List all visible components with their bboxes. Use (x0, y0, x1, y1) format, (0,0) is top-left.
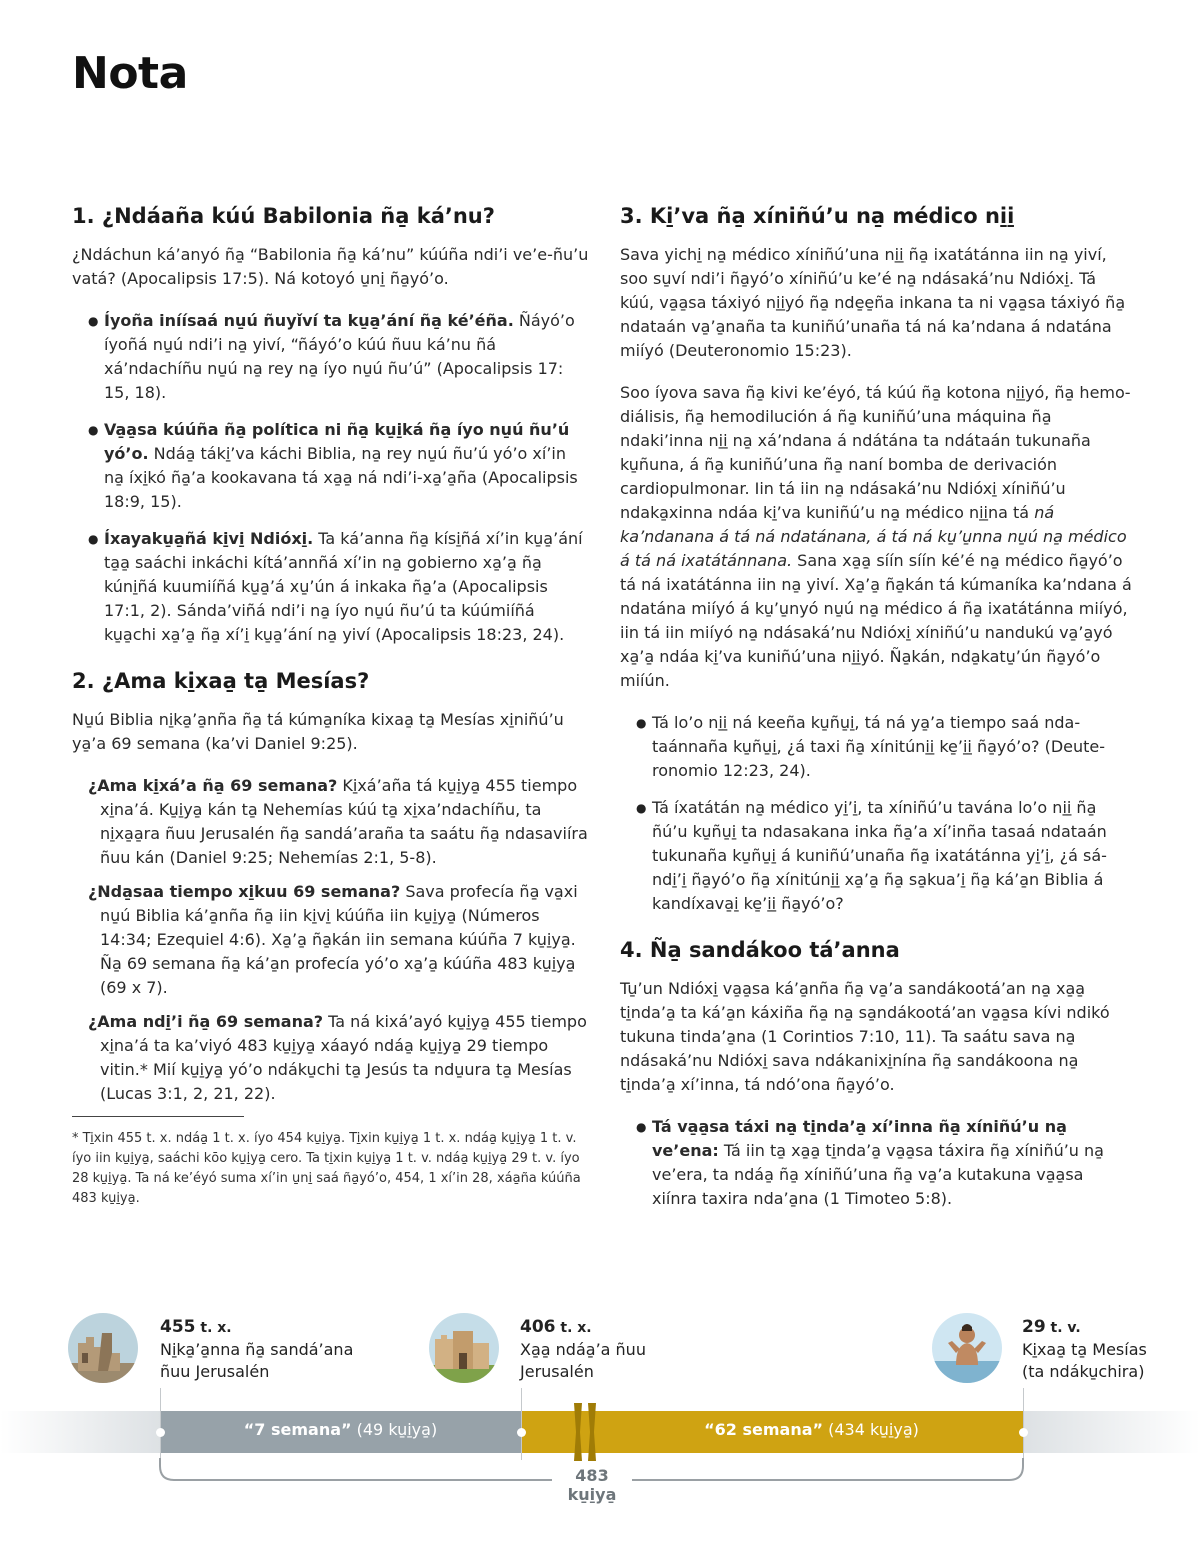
bullet-text: Ndáa̱ táki̱’va káchi Biblia, na̱ rey nu̱ú ñu’ú yó’o xí’in na̱ íxi̱kó ña̱’a kookavana tá xa̱a̱ ná ndi’i-xa̱’a̱ña (Apocalipsis 18:9, 15). (104, 444, 578, 512)
event-year: 29 (1022, 1317, 1046, 1337)
segment-label-rest: (434 ku̱i̱ya̱) (823, 1420, 919, 1439)
bullet-bold: Tá va̱a̱sa táxi na̱ ti̱nda’a̱ xí’inna ña̱ xíniñú’u na̱ ve’ena: (652, 1117, 1067, 1161)
paragraph-text: Sana xa̱a̱ síín síín ké’é na̱ médico ña̱yó’o tá ná ixatátánna iin na̱ yiví. Xa̱’a̱ ña̱kán tá kúmaníka ka’ndana á ndatána miíyó á ku̱’u̱nyó nu̱ú na̱ médico á ña̱ ixatátánna miíyó, iin tá iin miíyó na̱ ndásaká’nu Ndióxi̱ xíniñú’u nandukú va̱’a̱yó xa̱’a̱ ndáa ki̱’va kuniñú’una ni̱i̱yó. Ña̱kán, nda̱katu̱’ún ña̱yó’o miíún. (620, 551, 1132, 691)
list-item (88, 309, 589, 405)
question-block (72, 880, 589, 1000)
event-era: t. x. (555, 1320, 592, 1336)
event-label (1022, 1316, 1147, 1383)
tick-line (1023, 1388, 1024, 1460)
event-text: Jerusalén (520, 1362, 594, 1381)
event-era: t. v. (1045, 1320, 1081, 1336)
event-text: Xa̱a̱ ndáa̱’a ñuu (520, 1340, 646, 1359)
segment-label-bold: “62 semana” (704, 1420, 824, 1439)
paragraph: Sava yichi̱ na̱ médico xíniñú’una ni̱i̱ ña̱ ixatátánna iin na̱ yiví, soo su̱ví ndi’i ña̱yó’o xíniñú’u ke’é na̱ ndásaká’nu Ndióxi̱. Tá kúú, va̱a̱sa táxiyó ni̱i̱yó ña̱ nde̱e̱ña inkana ta ni va̱a̱sa táxiyó ña̱ ndataán va̱’a̱naña ta kuniñú’unaña tá ná ka’ndana á ndatána miíyó (Deuteronomio 15:23). (620, 245, 1126, 361)
paragraph: Tu̱’un Ndióxi̱ va̱a̱sa ká’a̱nña ña̱ va̱’a sandákootá’an na̱ xa̱a̱ ti̱nda’a̱ ta ká’a̱n káxiña ña̱ na̱ sa̱ndákootá’an va̱a̱sa kívi ndikó tukuna tinda’a̱na (1 Corintios 7:10, 11). Ta saátu sava na̱ ndásaká’nu Ndióxi̱ sava ndákanixi̱nína ña̱ sandákoona na̱ ti̱nda’a̱ xí’inna, tá ndó’ona ña̱yó’o. (620, 979, 1110, 1095)
event-text: Ki̱xaa̱ ta̱ Mesías (1022, 1340, 1147, 1359)
bullet-list (620, 711, 1132, 916)
question: ¿Ama ndi̱’i ña̱ 69 semana? (88, 1012, 324, 1032)
section-medico (620, 204, 1132, 916)
bullet-text: Ta ká’anna ña̱ kísi̱ñá xí’in ku̱a̱’ání ta̱a̱ saáchi inkáchi kítá’annñá xí’in na̱ gobierno xa̱’a̱ ña̱ kúni̱ñá kuumiíñá ku̱a̱’á xu̱’ún á inkaka ña̱’a (Apocalipsis 17:1, 2). Sánda’viñá ndi’i na̱ íyo nu̱ú ñu’ú ta kúúmiíñá ku̱a̱chi xa̱’a̱ ña̱ xí’i̱ ku̱a̱’ání na̱ yiví (Apocalipsis 18:23, 24). (104, 529, 583, 645)
emphasis-text: ná ka’ndanana á tá ná ndatánana, á tá ná ku̱’u̱nna nu̱ú na̱ médico á tá ná ixatátánnana. (620, 503, 1127, 571)
segment-label (600, 1420, 1023, 1439)
question: ¿Nda̱saa tiempo xi̱kuu 69 semana? (88, 882, 401, 902)
event-label (160, 1316, 353, 1383)
section-babilonia (72, 204, 589, 647)
left-column (72, 204, 589, 1231)
section-heading: 2. ¿Ama ki̱xaa̱ ta̱ Mesías? (72, 669, 370, 694)
event-year: 406 (520, 1317, 556, 1337)
segment-label (160, 1420, 521, 1439)
list-item: ● Tá lo’o ni̱i̱ ná keeña ku̱ñu̱i̱, tá ná ya̱’a tiempo saá ndataánnaña ku̱ñu̱i̱, ¿á taxi ña̱ xínitúni̱i̱ ke̱’i̱i̱ ña̱yó’o? (Deuteronomio 12:23, 24). (636, 711, 1132, 783)
answer: Sava profecía ña̱ va̱xi nu̱ú Biblia ká’a̱nña ña̱ iin ki̱vi̱ kúúña iin ku̱i̱ya̱ (Números 14:34; Ezequiel 4:6). Xa̱’a̱ ña̱kán iin semana kúúña 7 ku̱i̱ya̱. Ña̱ 69 semana ña̱ ká’a̱n profecía yó’o xa̱’a̱ kúúña 483 ku̱i̱ya̱ (69 x 7). (100, 882, 578, 998)
footnote-divider (72, 1116, 244, 1117)
question: ¿Ama ki̱xá’a ña̱ 69 semana? (88, 776, 338, 796)
time-gap-marker (568, 1403, 602, 1461)
page-title: Nota (72, 48, 188, 99)
bullet-text: Ñáyó’o íyoñá nu̱ú ndi’i na̱ yiví, “ñáyó’o kúú ñuu ká’nu ñá xá’ndachíñu nu̱ú na̱ rey na̱ íyo nu̱ú ñu’ú” (Apocalipsis 17: 15, 18). (104, 311, 575, 403)
list-item: ● Tá íxatátán na̱ médico yi̱’i̱, ta xíniñú’u tavána lo’o ni̱i̱ ña̱ ñú’u ku̱ñu̱i̱ ta ndasakana inka ña̱’a xí’inña tasaá ndataán tukunaña ku̱ñu̱i̱ á kuniñú’unaña ña̱ ixatátánna yi̱’i̱, ¿á sándi̱’i̱ ña̱yó’o ña̱ xínitúni̱i̱ xa̱’a̱ ña̱ sa̱kua’i̱ ña̱ ká’a̱n Biblia á kandíxava̱i̱ ke̱’i̱i̱ ña̱yó’o? (636, 796, 1132, 916)
section-sandakoo (620, 938, 1132, 1211)
tick-line (521, 1388, 522, 1460)
list-item (88, 527, 589, 647)
event-text: (ta ndáku̱chira) (1022, 1362, 1145, 1381)
ruins-image (68, 1313, 138, 1383)
timeline-fade-right (1023, 1411, 1200, 1453)
bullet-list (620, 1115, 1132, 1211)
section-heading: 1. ¿Ndáaña kúú Babilonia ña̱ ká’nu? (72, 204, 495, 228)
bullet-bold: Íyoña iníísaá nu̱ú ñuyǐví ta ku̱a̱’ání ña̱ ké’éña. (104, 311, 514, 331)
event-text: Ni̱ka̱’a̱nna ña̱ sandá’ana (160, 1340, 354, 1359)
footnote: * Ti̱xin 455 t. x. ndáa̱ 1 t. x. íyo 454 ku̱i̱ya̱. Ti̱xin ku̱i̱ya̱ 1 t. x. ndáa̱ ku̱i̱ya̱ 1 t. v. íyo iin ku̱i̱ya̱, saáchi kōo ku̱i̱ya̱ cero. Ta ti̱xin ku̱i̱ya̱ 1 t. v. ndáa̱ ku̱i̱ya̱ 29 t. v. íyo 28 ku̱i̱ya̱. Ta ná ke’éyó suma xí’in u̱ni̱ saá ña̱yó’o, 454, 1 xí’in 28, xáa̱ña kúúña 483 ku̱i̱ya̱. (72, 1131, 581, 1207)
event-text: ñuu Jerusalén (160, 1362, 270, 1381)
event-year: 455 (160, 1317, 196, 1337)
list-item (636, 1115, 1132, 1211)
question-block (72, 1010, 589, 1106)
timeline-fade-left (0, 1411, 160, 1453)
bullet-text: Tá iin ta̱ xa̱a̱ ti̱nda’a̱ va̱a̱sa táxira ña̱ xíniñú’u na̱ ve’era, ta ndáa̱ ña̱ xíniñú’una ña̱ va̱’a kutakuna va̱a̱sa xiínra taxira nda’a̱na (1 Timoteo 5:8). (652, 1141, 1104, 1209)
walls-image (429, 1313, 499, 1383)
right-column (620, 204, 1132, 1233)
paragraph (620, 381, 1132, 693)
answer: Ta ná kixá’ayó ku̱i̱ya̱ 455 tiempo xi̱na’á ta ka’viyó 483 ku̱i̱ya̱ xáayó ndáa̱ ku̱i̱ya̱ 29 tiempo vitin.* Mií ku̱i̱ya̱ yó’o ndáku̱chi ta̱ Jesús ta ndu̱ura ta̱ Mesías (Lucas 3:1, 2, 21, 22). (100, 1012, 587, 1104)
segment-label-bold: “7 semana” (243, 1420, 352, 1439)
section-heading: 4. Ña̱ sandákoo tá’anna (620, 938, 900, 963)
section-intro: ¿Ndáchun ká’anyó ña̱ “Babilonia ña̱ ká’nu” kúúña ndi’i ve’e-ñu’u vatá? (Apocalipsis 17:5). Ná kotoyó u̱ni̱ ña̱yó’o. (72, 245, 589, 289)
bullet-bold: Íxayaku̱a̱ñá ki̱vi̱ Ndióxi̱. (104, 529, 314, 549)
event-era: t. x. (195, 1320, 232, 1336)
section-mesias (72, 669, 589, 1209)
answer: Ki̱xá’aña tá ku̱i̱ya̱ 455 tiempo xi̱na’á. Ku̱i̱ya̱ kán ta̱ Nehemías kúú ta̱ xi̱xa’ndachíñu, ta ni̱xa̱a̱ra ñuu Jerusalén ña̱ sandá’araña ta saátu ña̱ ndasaviíra ñuu kán (Daniel 9:25; Nehemías 2:1, 5-8). (100, 776, 588, 868)
section-heading: 3. Ki̱’va ña̱ xíniñú’u na̱ médico ni̱i̱ (620, 204, 1015, 228)
baptism-image (932, 1313, 1002, 1383)
segment-label-rest: (49 ku̱i̱ya̱) (351, 1420, 438, 1439)
bullet-list (72, 309, 589, 647)
section-intro: Nu̱ú Biblia ni̱ka̱’a̱nña ña̱ tá kúma̱níka kixaa̱ ta̱ Mesías xi̱niñú’u ya̱’a 69 semana (ka’vi Daniel 9:25). (72, 710, 564, 754)
list-item (88, 418, 589, 514)
total-years-label: 483 ku̱i̱ya̱ (567, 1466, 617, 1504)
question-block (72, 774, 589, 870)
bullet-bold: Va̱a̱sa kúúña ña̱ política ni ña̱ ku̱i̱ká ña̱ íyo nu̱ú ñu’ú yó’o. (104, 420, 570, 464)
paragraph-text: Soo íyova sava ña̱ kivi ke’éyó, tá kúú ña̱ kotona ni̱i̱yó, ña̱ hemodiálisis, ña̱ hemodilución á ña̱ kuniñú’una máquina ña̱ ndaki’inna ni̱i̱ na̱ xá’ndana á ndátána ta ndátaán tukunaña ku̱ñuna, á ña̱ kuniñú’una ña̱ naní bomba de derivación cardiopulmonar. Iin tá iin na̱ ndásaká’nu Ndióxi̱ xíniñú’u ndaka̱xinna ndáa ki̱’va kuniñú’u na̱ médico ni̱i̱na tá (620, 383, 1131, 523)
event-label (520, 1316, 646, 1383)
